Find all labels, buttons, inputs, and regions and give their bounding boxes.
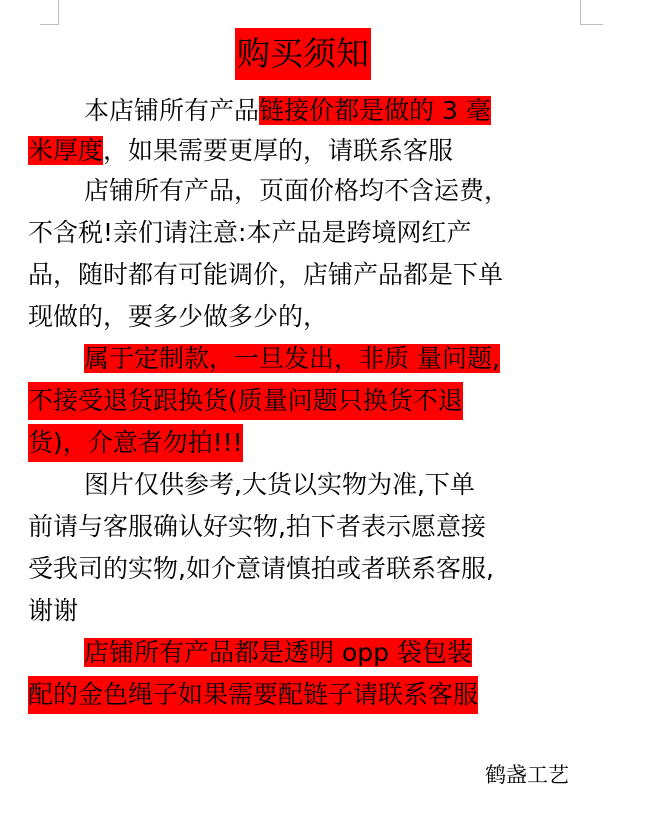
text-segment: 店铺所有产品，页面价格均不含运费， bbox=[84, 176, 510, 205]
highlighted-text: 链接价都是做的 3 毫 bbox=[259, 96, 491, 125]
paragraph-4-line-4: 谢谢 bbox=[28, 596, 79, 625]
paragraph-5-line-1 bbox=[28, 634, 472, 672]
paragraph-3-line-2: 不接受退货跟换货(质量问题只换货不退 bbox=[28, 382, 463, 420]
page-title: 购买须知 bbox=[235, 28, 371, 80]
text-segment: 本店铺所有产品 bbox=[84, 96, 260, 125]
highlighted-text: 米厚度 bbox=[28, 136, 104, 165]
paragraph-2-line-1 bbox=[28, 172, 509, 210]
text-segment: 图片仅供参考,大货以实物为准,下单 bbox=[84, 470, 475, 499]
text-segment: ，如果需要更厚的，请联系客服 bbox=[103, 136, 454, 165]
paragraph-2-line-4: 现做的，要多少做多少的， bbox=[28, 302, 329, 331]
paragraph-3-line-3: 货)，介意者勿拍!!! bbox=[28, 424, 243, 462]
page-corner-mark-right bbox=[580, 0, 603, 25]
signature: 鹤盏工艺 bbox=[485, 763, 569, 787]
highlighted-text: 店铺所有产品都是透明 opp 袋包装 bbox=[84, 638, 472, 667]
paragraph-1-line-1 bbox=[28, 92, 491, 130]
highlighted-text: 属于定制款，一旦发出，非质 量问题, bbox=[84, 344, 500, 373]
page-corner-mark-left bbox=[40, 0, 59, 25]
paragraph-4-line-3: 受我司的实物,如介意请慎拍或者联系客服, bbox=[28, 554, 494, 583]
paragraph-4-line-2: 前请与客服确认好实物,拍下者表示愿意接 bbox=[28, 512, 486, 541]
paragraph-3-line-1 bbox=[28, 340, 500, 378]
paragraph-1-line-2 bbox=[28, 132, 453, 170]
paragraph-5-line-2: 配的金色绳子如果需要配链子请联系客服 bbox=[28, 676, 478, 714]
paragraph-2-line-3: 品，随时都有可能调价，店铺产品都是下单 bbox=[28, 260, 504, 289]
paragraph-2-line-2: 不含税!亲们请注意:本产品是跨境网红产 bbox=[28, 218, 472, 247]
paragraph-4-line-1 bbox=[28, 466, 475, 504]
